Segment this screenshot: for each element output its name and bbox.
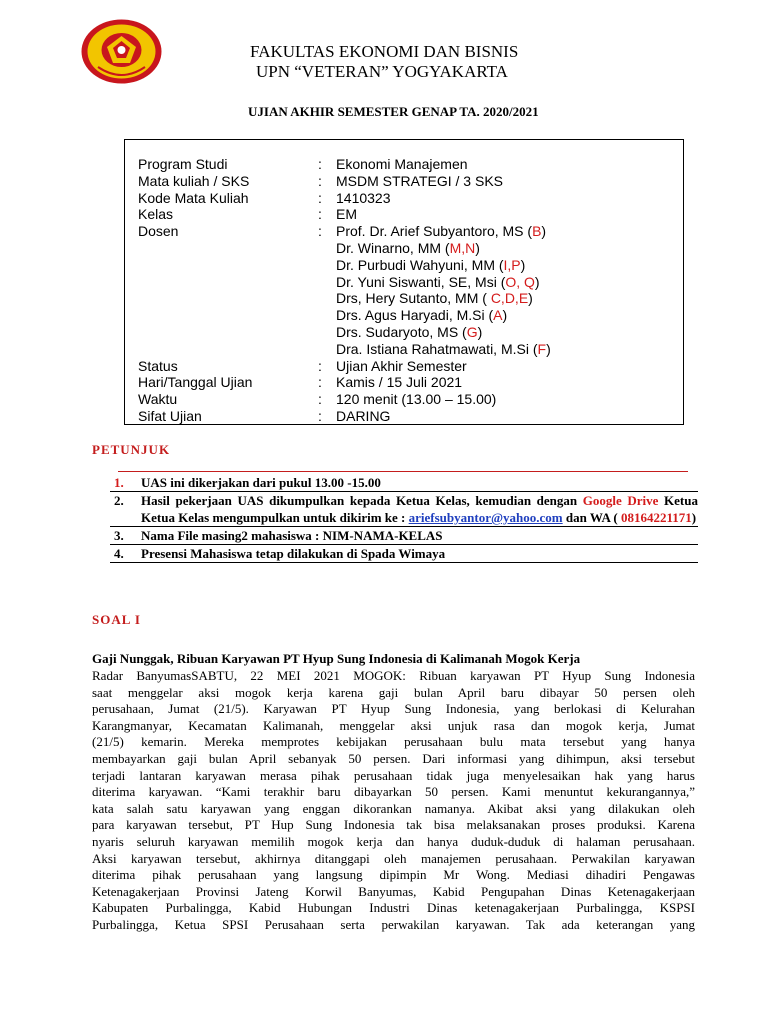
- exam-title: UJIAN AKHIR SEMESTER GENAP TA. 2020/2021: [248, 104, 539, 119]
- instructions-list: [110, 474, 698, 563]
- article-title: Gaji Nunggak, Ribuan Karyawan PT Hyup Sung Indonesia di Kalimanah Mogok Kerja: [92, 651, 581, 666]
- instruction-item: [110, 527, 698, 545]
- article-line: Aksi karyawan tersebut, akhirnya ditanggapi oleh manajemen perusahaan. Perwakilan karyawan: [92, 850, 695, 866]
- time-value: 120 menit (13.00 – 15.00): [336, 391, 497, 408]
- lecturer-item: Dra. Istiana Rahatmawati, M.Si (F): [336, 340, 551, 357]
- instruction-item: [110, 545, 698, 563]
- instruction-text: Hasil pekerjaan UAS dikumpulkan kepada Ketua Kelas, kemudian dengan Google Drive Ketua Ketua Kelas mengumpulkan untuk dikirim ke : ariefsubyantor@yahoo.com dan WA ( 08164221171): [141, 493, 698, 525]
- lecturer-item: Drs. Sudaryoto, MS (G): [336, 324, 483, 340]
- status-label: Status: [138, 357, 178, 374]
- article-line: Karangmanyar, Kecamatan Kalimanah, menggelar aksi unjuk rasa dan mogok kerja, Jumat: [92, 717, 695, 733]
- date-label: Hari/Tanggal Ujian: [138, 374, 253, 391]
- article-line: perusahaan, Jumat (21/5). Karyawan PT Hyup Sung Indonesia, yang berlokasi di Kelurahan: [92, 701, 695, 717]
- article-line: kata salah satu karyawan yang enggan dikorankan namanya. Akibat aksi yang dilakukan oleh: [92, 800, 695, 816]
- class-value: EM: [336, 206, 357, 223]
- article-line: Ketenagakerjaan Provinsi Jateng Korwil Banyumas, Kabid Pengupahan Dinas Ketenagakerjaan: [92, 883, 695, 899]
- colon: :: [318, 156, 322, 172]
- article-line: nyaris seluruh karyawan memilih mogok kerja dan hanya duduk-duduk di halaman perusahaan.: [92, 833, 695, 849]
- article-line: Purbalingga, Ketua SPSI Perusahaan serta perwakilan karyawan. Tak ada keterangan yang: [92, 916, 695, 932]
- colon: :: [318, 391, 322, 408]
- colon: :: [318, 189, 322, 206]
- class-label: Kelas: [138, 206, 174, 223]
- lecturer-label: Dosen: [138, 223, 179, 240]
- letterhead: [240, 42, 560, 82]
- instructions-heading: PETUNJUK: [92, 442, 171, 457]
- article-line: membayarkan gaji bulan April sebanyak 50 persen. Dari informasi yang dihimpun, aksi tersebut: [92, 750, 695, 766]
- article-line: para karyawan tersebut, PT Hup Sung Indonesia tak bisa melaksanakan proses produksi. Karena: [92, 817, 695, 833]
- instruction-text: UAS ini dikerjakan dari pukul 13.00 -15.00: [141, 475, 381, 490]
- lecturer-item: Drs, Hery Sutanto, MM ( C,D,E): [336, 290, 533, 307]
- program-value: Ekonomi Manajemen: [336, 156, 468, 172]
- colon: :: [318, 172, 322, 189]
- instruction-item: [110, 474, 698, 492]
- lecturer-item: Dr. Purbudi Wahyuni, MM (I,P): [336, 256, 526, 273]
- article-line: terjadi lantaran karyawan merasa pihak perusahaan tidak juga menyelesaikan hak yang harus: [92, 767, 695, 783]
- article-body: [92, 668, 695, 934]
- instruction-number: 4.: [114, 546, 124, 561]
- colon: :: [318, 374, 322, 391]
- question-heading: SOAL I: [92, 612, 141, 627]
- article-line: saat menggelar aksi mogok kerja karena gaji bulan April baru dibayar 50 persen oleh: [92, 684, 695, 700]
- article-line: diterima karyawan. “Kami terakhir baru dibayarkan 50 persen. Kami menuntut kekurangannya,”: [92, 784, 695, 800]
- code-value: 1410323: [336, 189, 391, 206]
- lecturer-item: Dr. Yuni Siswanti, SE, Msi (O, Q): [336, 273, 540, 290]
- article-line: diterima pihak perusahaan yang langsung dipimpin Mr Wong. Mediasi dihadiri Pengawas: [92, 867, 695, 883]
- lecturer-item: Dr. Winarno, MM (M,N): [336, 240, 480, 256]
- google-drive-highlight: Google Drive: [582, 493, 659, 508]
- instruction-item: [110, 492, 698, 527]
- date-value: Kamis / 15 Juli 2021: [336, 374, 463, 391]
- article-line: Kabupaten Purbalingga, Kabid Hubungan Industri Dinas ketenagakerjaan Purbalingga, KSPSI: [92, 900, 695, 916]
- instruction-number: 1.: [114, 475, 124, 490]
- instructions-divider: [118, 471, 688, 472]
- instruction-text: Nama File masing2 mahasiswa : NIM-NAMA-KELAS: [141, 528, 443, 543]
- lecturer-item: Prof. Dr. Arief Subyantoro, MS (B): [336, 223, 547, 240]
- exam-info-box: [124, 139, 684, 425]
- colon: :: [318, 206, 322, 223]
- lecturer-item: Drs. Agus Haryadi, M.Si (A): [336, 307, 508, 324]
- university-logo: [80, 17, 163, 86]
- nature-value: DARING: [336, 408, 391, 424]
- article-line: (21/5) kemarin. Mereka memprotes kebijakan perusahaan bulu mata tersebut yang hanya: [92, 734, 695, 750]
- time-label: Waktu: [138, 391, 178, 408]
- code-label: Kode Mata Kuliah: [138, 189, 249, 206]
- program-label: Program Studi: [138, 156, 228, 172]
- status-value: Ujian Akhir Semester: [336, 357, 467, 374]
- colon: :: [318, 357, 322, 374]
- instruction-text: Presensi Mahasiswa tetap dilakukan di Spada Wimaya: [141, 546, 446, 561]
- colon: :: [318, 223, 322, 240]
- whatsapp-number: 08164221171: [620, 510, 692, 525]
- colon: :: [318, 408, 322, 424]
- instruction-number: 3.: [114, 528, 124, 543]
- instruction-number: 2.: [114, 493, 124, 508]
- course-label: Mata kuliah / SKS: [138, 172, 250, 189]
- article-line: Radar BanyumasSABTU, 22 MEI 2021 MOGOK: Ribuan karyawan PT Hyup Sung Indonesia: [92, 668, 695, 683]
- faculty-name: FAKULTAS EKONOMI DAN BISNIS: [250, 42, 519, 61]
- course-value: MSDM STRATEGI / 3 SKS: [336, 172, 503, 189]
- university-name: UPN “VETERAN” YOGYAKARTA: [256, 62, 508, 81]
- nature-label: Sifat Ujian: [138, 408, 202, 424]
- email-link[interactable]: ariefsubyantor@yahoo.com: [408, 510, 563, 525]
